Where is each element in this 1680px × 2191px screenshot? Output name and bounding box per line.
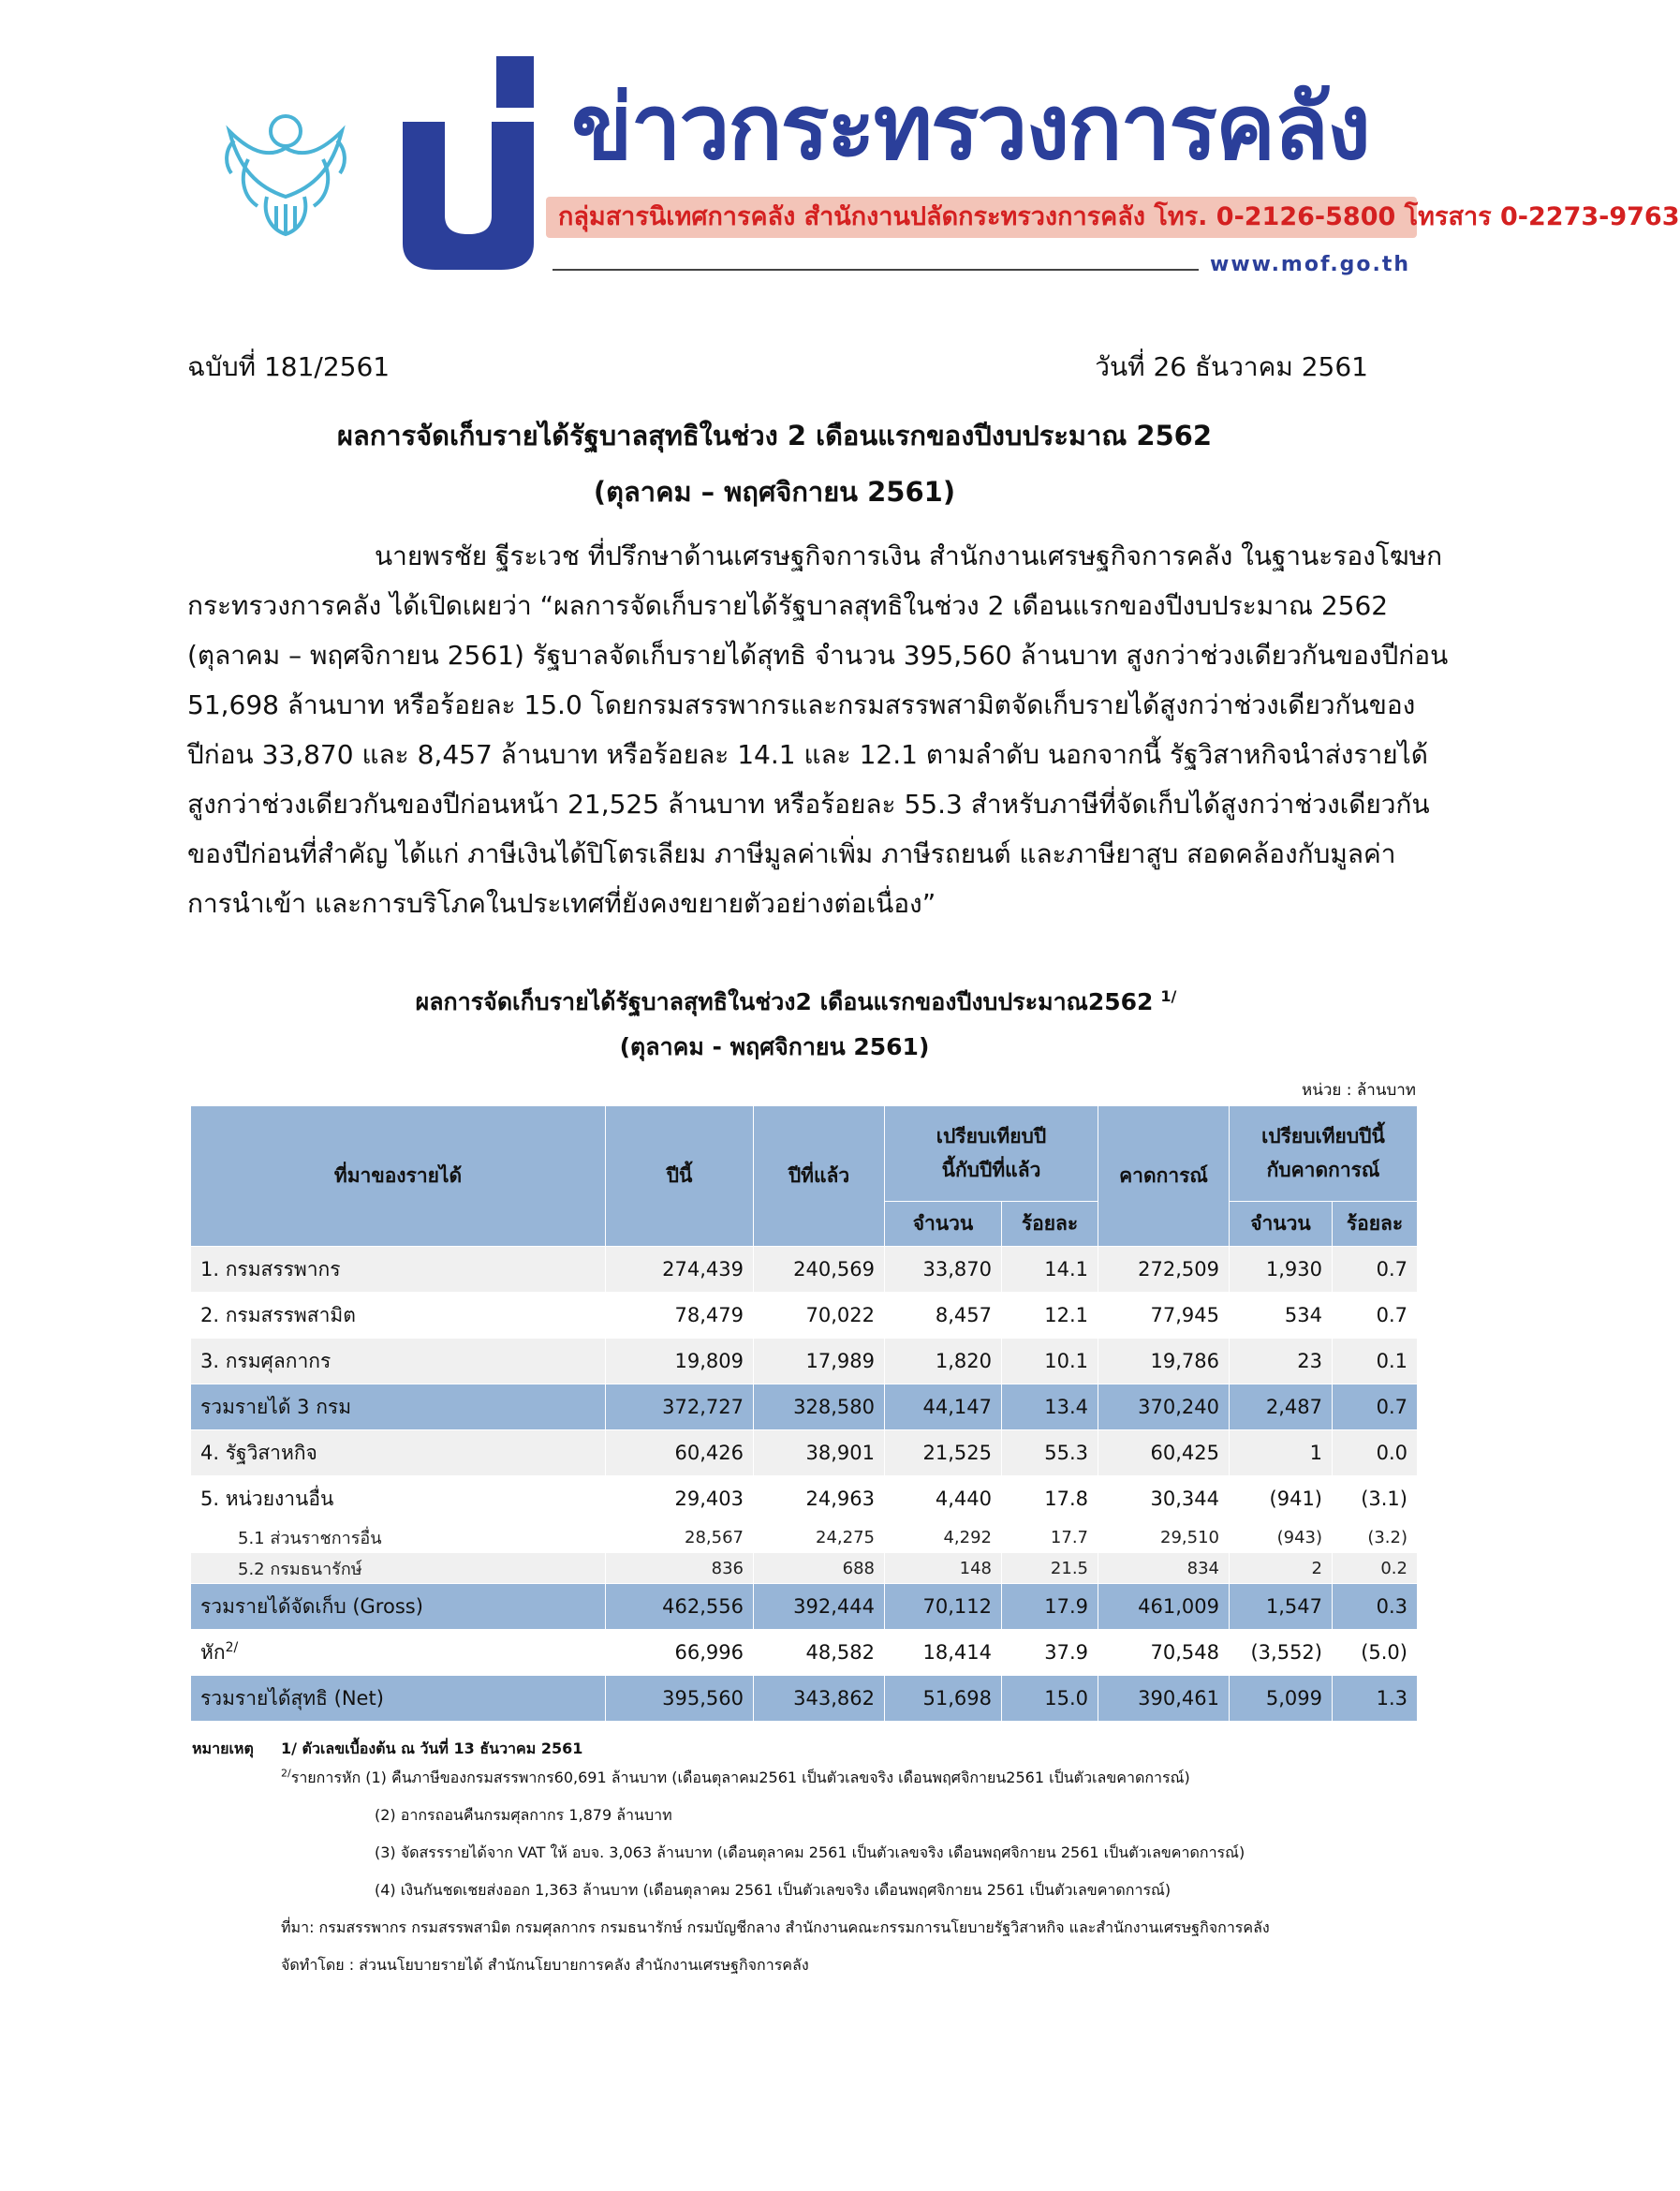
- cell-last-year: 392,444: [754, 1584, 885, 1630]
- table-row: [191, 1339, 1418, 1384]
- cell-this-year: 60,426: [606, 1430, 754, 1476]
- cell-forecast-pct: 0.7: [1333, 1247, 1418, 1293]
- issue-number: ฉบับที่ 181/2561: [187, 351, 391, 382]
- cell-forecast-diff: 2: [1230, 1553, 1333, 1584]
- cell-forecast-diff: (3,552): [1230, 1630, 1333, 1676]
- table-row: [191, 1430, 1418, 1476]
- row-label: รวมรายได้สุทธิ (Net): [191, 1676, 606, 1722]
- notes-label: หมายเหตุ: [192, 1739, 254, 1757]
- cell-forecast: 30,344: [1098, 1476, 1230, 1522]
- cell-this-year: 372,727: [606, 1384, 754, 1430]
- cell-forecast-diff: 1,547: [1230, 1584, 1333, 1630]
- cell-pct: 55.3: [1002, 1430, 1098, 1476]
- body-line: การนำเข้า และการบริโภคในประเทศที่ยังคงขยายตัวอย่างต่อเนื่อง”: [187, 888, 936, 919]
- cell-last-year: 688: [754, 1553, 885, 1584]
- cell-diff: 51,698: [885, 1676, 1002, 1722]
- table-row-deduction: [191, 1630, 1418, 1676]
- cell-pct: 12.1: [1002, 1293, 1098, 1339]
- cell-forecast-diff: (943): [1230, 1522, 1333, 1553]
- cell-forecast: 19,786: [1098, 1339, 1230, 1384]
- cell-forecast: 272,509: [1098, 1247, 1230, 1293]
- cell-last-year: 24,963: [754, 1476, 885, 1522]
- row-label: 5.1 ส่วนราชการอื่น: [191, 1522, 606, 1553]
- cell-diff: 44,147: [885, 1384, 1002, 1430]
- cell-forecast-diff: 1,930: [1230, 1247, 1333, 1293]
- cell-diff: 1,820: [885, 1339, 1002, 1384]
- col-header-amount: จำนวน: [1230, 1202, 1333, 1247]
- col-header-percent: ร้อยละ: [1002, 1202, 1098, 1247]
- table-row-sub: [191, 1522, 1418, 1553]
- row-label: 5.2 กรมธนารักษ์: [191, 1553, 606, 1584]
- cell-pct: 17.9: [1002, 1584, 1098, 1630]
- cell-forecast-pct: 0.7: [1333, 1384, 1418, 1430]
- table-row-gross-total: [191, 1584, 1418, 1630]
- headline-period: (ตุลาคม – พฤศจิกายน 2561): [593, 476, 956, 508]
- cell-forecast: 461,009: [1098, 1584, 1230, 1630]
- row-label: รวมรายได้จัดเก็บ (Gross): [191, 1584, 606, 1630]
- cell-diff: 4,440: [885, 1476, 1002, 1522]
- note-3: (2) อากรถอนคืนกรมศุลกากร 1,879 ล้านบาท: [375, 1806, 672, 1824]
- cell-this-year: 274,439: [606, 1247, 754, 1293]
- body-line: นายพรชัย ฐีระเวช ที่ปรึกษาด้านเศรษฐกิจการเงิน สำนักงานเศรษฐกิจการคลัง ในฐานะรองโฆษก: [375, 540, 1443, 571]
- table-title-text: ผลการจัดเก็บรายได้รัฐบาลสุทธิในช่วง2 เดือนแรกของปีงบประมาณ2562: [415, 988, 1154, 1015]
- source-note: ที่มา: กรมสรรพากร กรมสรรพสามิต กรมศุลกากร กรมธนารักษ์ กรมบัญชีกลาง สำนักงานคณะกรรมการนโยบายรัฐวิสาหกิจ และสำนักงานเศรษฐกิจการคลัง: [281, 1918, 1270, 1936]
- cell-this-year: 395,560: [606, 1676, 754, 1722]
- table-unit: หน่วย : ล้านบาท: [1302, 1081, 1416, 1100]
- cell-forecast-diff: (941): [1230, 1476, 1333, 1522]
- cell-forecast: 60,425: [1098, 1430, 1230, 1476]
- cell-this-year: 836: [606, 1553, 754, 1584]
- cell-forecast: 834: [1098, 1553, 1230, 1584]
- cell-this-year: 19,809: [606, 1339, 754, 1384]
- col-header-this-year: ปีนี้: [606, 1106, 754, 1247]
- cell-forecast-pct: 0.1: [1333, 1339, 1418, 1384]
- cell-pct: 15.0: [1002, 1676, 1098, 1722]
- cell-this-year: 29,403: [606, 1476, 754, 1522]
- note-2: [281, 1767, 1190, 1790]
- issue-date: วันที่ 26 ธันวาคม 2561: [1095, 351, 1368, 382]
- cell-last-year: 17,989: [754, 1339, 885, 1384]
- cell-pct: 14.1: [1002, 1247, 1098, 1293]
- prepared-by-note: จัดทำโดย : ส่วนนโยบายรายได้ สำนักนโยบายการคลัง สำนักงานเศรษฐกิจการคลัง: [281, 1956, 809, 1974]
- table-row-net-total: [191, 1676, 1418, 1722]
- contact-info: กลุ่มสารนิเทศการคลัง สำนักงานปลัดกระทรวงการคลัง โทร. 0-2126-5800 โทรสาร 0-2273-9763: [558, 202, 1680, 231]
- website-link[interactable]: www.mof.go.th: [1210, 253, 1411, 276]
- cell-forecast-pct: 0.7: [1333, 1293, 1418, 1339]
- row-label: [191, 1630, 606, 1676]
- cell-forecast: 29,510: [1098, 1522, 1230, 1553]
- cell-last-year: 240,569: [754, 1247, 885, 1293]
- revenue-table: [190, 1105, 1418, 1722]
- masthead-initial-letter: [398, 56, 567, 272]
- cell-last-year: 328,580: [754, 1384, 885, 1430]
- col-header-compare-forecast: เปรียบเทียบปีนี้กับคาดการณ์: [1230, 1106, 1418, 1202]
- deduction-footnote-mark: 2/: [225, 1639, 239, 1655]
- cell-forecast-diff: 2,487: [1230, 1384, 1333, 1430]
- cell-forecast-pct: 1.3: [1333, 1676, 1418, 1722]
- note-1: 1/ ตัวเลขเบื้องต้น ณ วันที่ 13 ธันวาคม 2561: [281, 1739, 583, 1757]
- body-line: สูงกว่าช่วงเดียวกันของปีก่อนหน้า 21,525 ล้านบาท หรือร้อยละ 55.3 สำหรับภาษีที่จัดเก็บได้สูงกว่าช่วงเดียวกัน: [187, 789, 1430, 820]
- body-line: ปีก่อน 33,870 และ 8,457 ล้านบาท หรือร้อยละ 14.1 และ 12.1 ตามลำดับ นอกจากนี้ รัฐวิสาหกิจนำส่งรายได้: [187, 739, 1428, 770]
- cell-forecast: 370,240: [1098, 1384, 1230, 1430]
- table-row-sub: [191, 1553, 1418, 1584]
- cell-diff: 21,525: [885, 1430, 1002, 1476]
- masthead-title: ข่าวกระทรวงการคลัง: [571, 75, 1369, 180]
- headline-title: ผลการจัดเก็บรายได้รัฐบาลสุทธิในช่วง 2 เดือนแรกของปีงบประมาณ 2562: [336, 420, 1213, 452]
- cell-forecast-pct: (3.2): [1333, 1522, 1418, 1553]
- row-label: 5. หน่วยงานอื่น: [191, 1476, 606, 1522]
- row-label: 2. กรมสรรพสามิต: [191, 1293, 606, 1339]
- cell-this-year: 66,996: [606, 1630, 754, 1676]
- cell-diff: 148: [885, 1553, 1002, 1584]
- cell-forecast-pct: (5.0): [1333, 1630, 1418, 1676]
- cell-forecast-pct: 0.0: [1333, 1430, 1418, 1476]
- body-line: 51,698 ล้านบาท หรือร้อยละ 15.0 โดยกรมสรรพากรและกรมสรรพสามิตจัดเก็บรายได้สูงกว่าช่วงเดียวกันของ: [187, 689, 1416, 720]
- cell-pct: 17.7: [1002, 1522, 1098, 1553]
- cell-forecast-diff: 1: [1230, 1430, 1333, 1476]
- deduction-label: หัก: [200, 1640, 226, 1664]
- cell-diff: 70,112: [885, 1584, 1002, 1630]
- table-period: (ตุลาคม - พฤศจิกายน 2561): [619, 1033, 930, 1060]
- cell-forecast-diff: 23: [1230, 1339, 1333, 1384]
- cell-forecast-pct: 0.2: [1333, 1553, 1418, 1584]
- note-5: (4) เงินกันชดเชยส่งออก 1,363 ล้านบาท (เดือนตุลาคม 2561 เป็นตัวเลขจริง เดือนพฤศจิกายน 2561 เป็นตัวเลขคาดการณ์): [375, 1881, 1172, 1899]
- note-4: (3) จัดสรรรายได้จาก VAT ให้ อบจ. 3,063 ล้านบาท (เดือนตุลาคม 2561 เป็นตัวเลขจริง เดือนพฤศจิกายน 2561 เป็นตัวเลขคาดการณ์): [375, 1843, 1245, 1861]
- cell-last-year: 343,862: [754, 1676, 885, 1722]
- cell-last-year: 48,582: [754, 1630, 885, 1676]
- table-row-subtotal: [191, 1384, 1418, 1430]
- cell-pct: 37.9: [1002, 1630, 1098, 1676]
- cell-forecast: 390,461: [1098, 1676, 1230, 1722]
- cell-forecast: 70,548: [1098, 1630, 1230, 1676]
- table-title-footnote-mark: 1/: [1160, 986, 1177, 1005]
- cell-this-year: 78,479: [606, 1293, 754, 1339]
- cell-forecast: 77,945: [1098, 1293, 1230, 1339]
- cell-forecast-pct: 0.3: [1333, 1584, 1418, 1630]
- cell-diff: 18,414: [885, 1630, 1002, 1676]
- col-header-percent: ร้อยละ: [1333, 1202, 1418, 1247]
- body-line: ของปีก่อนที่สำคัญ ได้แก่ ภาษีเงินได้ปิโตรเลียม ภาษีมูลค่าเพิ่ม ภาษีรถยนต์ และภาษียาสูบ สอดคล้องกับมูลค่า: [187, 838, 1396, 869]
- table-row: [191, 1476, 1418, 1522]
- col-header-compare-last: เปรียบเทียบปีนี้กับปีที่แล้ว: [885, 1106, 1098, 1202]
- cell-forecast-pct: (3.1): [1333, 1476, 1418, 1522]
- cell-last-year: 70,022: [754, 1293, 885, 1339]
- cell-diff: 8,457: [885, 1293, 1002, 1339]
- cell-forecast-diff: 534: [1230, 1293, 1333, 1339]
- cell-diff: 4,292: [885, 1522, 1002, 1553]
- row-label: 4. รัฐวิสาหกิจ: [191, 1430, 606, 1476]
- table-row: [191, 1293, 1418, 1339]
- cell-pct: 17.8: [1002, 1476, 1098, 1522]
- col-header-source: ที่มาของรายได้: [191, 1106, 606, 1247]
- row-label: 3. กรมศุลกากร: [191, 1339, 606, 1384]
- row-label: 1. กรมสรรพากร: [191, 1247, 606, 1293]
- cell-forecast-diff: 5,099: [1230, 1676, 1333, 1722]
- cell-last-year: 24,275: [754, 1522, 885, 1553]
- garuda-emblem-logo: [211, 94, 361, 244]
- table-row: [191, 1247, 1418, 1293]
- row-label: รวมรายได้ 3 กรม: [191, 1384, 606, 1430]
- table-title: [0, 984, 1592, 1021]
- body-line: (ตุลาคม – พฤศจิกายน 2561) รัฐบาลจัดเก็บรายได้สุทธิ จำนวน 395,560 ล้านบาท สูงกว่าช่วงเดียวกันของปีก่อน: [187, 640, 1449, 671]
- cell-this-year: 28,567: [606, 1522, 754, 1553]
- body-line: กระทรวงการคลัง ได้เปิดเผยว่า “ผลการจัดเก็บรายได้รัฐบาลสุทธิในช่วง 2 เดือนแรกของปีงบประมาณ 2562: [187, 590, 1389, 621]
- cell-diff: 33,870: [885, 1247, 1002, 1293]
- cell-pct: 13.4: [1002, 1384, 1098, 1430]
- cell-pct: 21.5: [1002, 1553, 1098, 1584]
- note-2-mark: 2/: [281, 1767, 291, 1780]
- col-header-amount: จำนวน: [885, 1202, 1002, 1247]
- col-header-last-year: ปีที่แล้ว: [754, 1106, 885, 1247]
- cell-this-year: 462,556: [606, 1584, 754, 1630]
- cell-last-year: 38,901: [754, 1430, 885, 1476]
- cell-pct: 10.1: [1002, 1339, 1098, 1384]
- website-rule: [553, 269, 1199, 271]
- col-header-forecast: คาดการณ์: [1098, 1106, 1230, 1247]
- note-2-text: รายการหัก (1) คืนภาษีของกรมสรรพากร60,691 ล้านบาท (เดือนตุลาคม2561 เป็นตัวเลขจริง เดือนพฤศจิกายน2561 เป็นตัวเลขคาดการณ์): [290, 1769, 1190, 1786]
